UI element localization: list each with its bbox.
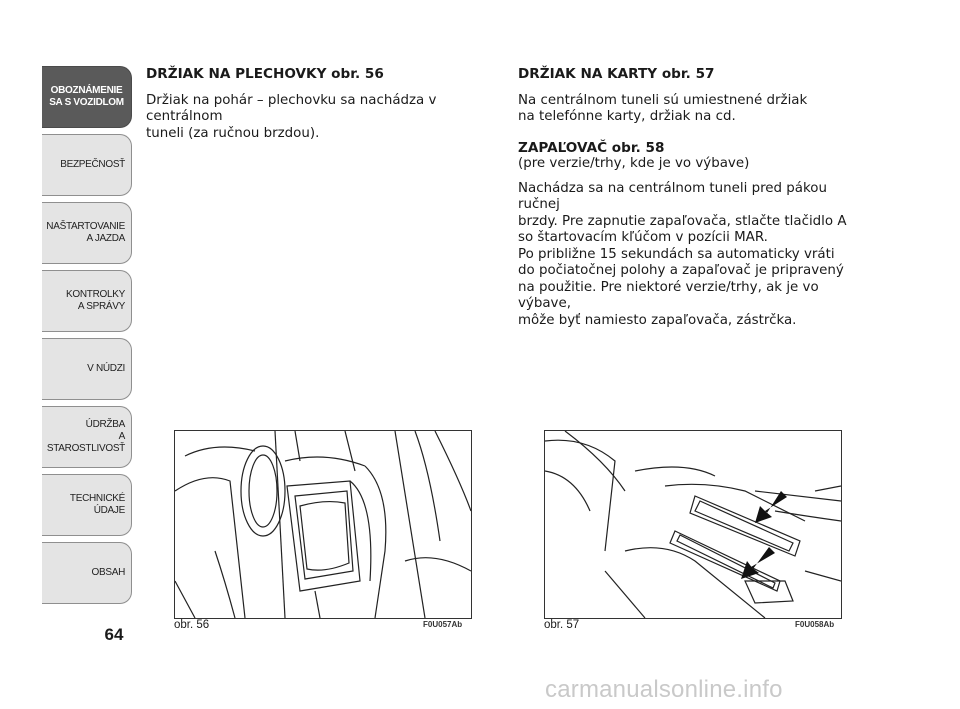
tab-obsah[interactable]: OBSAH	[42, 542, 132, 604]
arrow-icon	[741, 491, 787, 579]
left-column	[146, 66, 496, 150]
figure-cup-holder	[174, 430, 472, 619]
watermark: carmanualsonline.info	[545, 676, 783, 703]
cup-holder-text: Držiak na pohár – plechovku sa nachádza v centrálnom tuneli (za ručnou brzdou).	[146, 92, 437, 141]
tab-udrzba[interactable]: ÚDRŽBA A STAROSTLIVOSŤ	[42, 406, 132, 468]
right-column	[518, 66, 868, 337]
tab-nastartovanie[interactable]: NAŠTARTOVANIE A JAZDA	[42, 202, 132, 264]
figure-code-56: F0U057Ab	[423, 620, 463, 629]
lighter-heading: ZAPAĽOVAČ obr. 58	[518, 139, 665, 156]
figure-code-57: F0U058Ab	[795, 620, 835, 629]
lighter-text: Nachádza sa na centrálnom tuneli pred pákou ručnej brzdy. Pre zapnutie zapaľovača, stlačte tlačidlo A so štartovacím kľúčom v pozícii MAR. Po približne 15 sekundách sa automaticky vráti do počiatočnej polohy a zapaľovač je pripravený na použitie. Pre niektoré verzie/trhy, ak je vo výbave, môže byť namiesto zapaľovača, zástrčka.	[518, 180, 847, 328]
card-holder-heading: DRŽIAK NA KARTY obr. 57	[518, 66, 715, 82]
tab-technicke-udaje[interactable]: TECHNICKÉ ÚDAJE	[42, 474, 132, 536]
cup-holder-heading: DRŽIAK NA PLECHOVKY obr. 56	[146, 66, 384, 82]
figure-caption-57: obr. 57	[544, 619, 580, 631]
card-holder-illustration	[545, 431, 841, 618]
cup-holder-illustration	[175, 431, 471, 618]
lighter-subtext: (pre verzie/trhy, kde je vo výbave)	[518, 156, 750, 171]
tab-oboznamenie[interactable]: OBOZNÁMENIE SA S VOZIDLOM	[42, 66, 132, 128]
tab-bezpecnost[interactable]: BEZPEČNOSŤ	[42, 134, 132, 196]
chapter-tabs	[42, 66, 132, 610]
figure-card-holder	[544, 430, 842, 619]
figure-caption-56: obr. 56	[174, 619, 210, 631]
page-number: 64	[104, 625, 124, 644]
tab-kontrolky[interactable]: KONTROLKY A SPRÁVY	[42, 270, 132, 332]
card-holder-text: Na centrálnom tuneli sú umiestnené držiak na telefónne karty, držiak na cd.	[518, 92, 808, 124]
tab-v-nudzi[interactable]: V NÚDZI	[42, 338, 132, 400]
